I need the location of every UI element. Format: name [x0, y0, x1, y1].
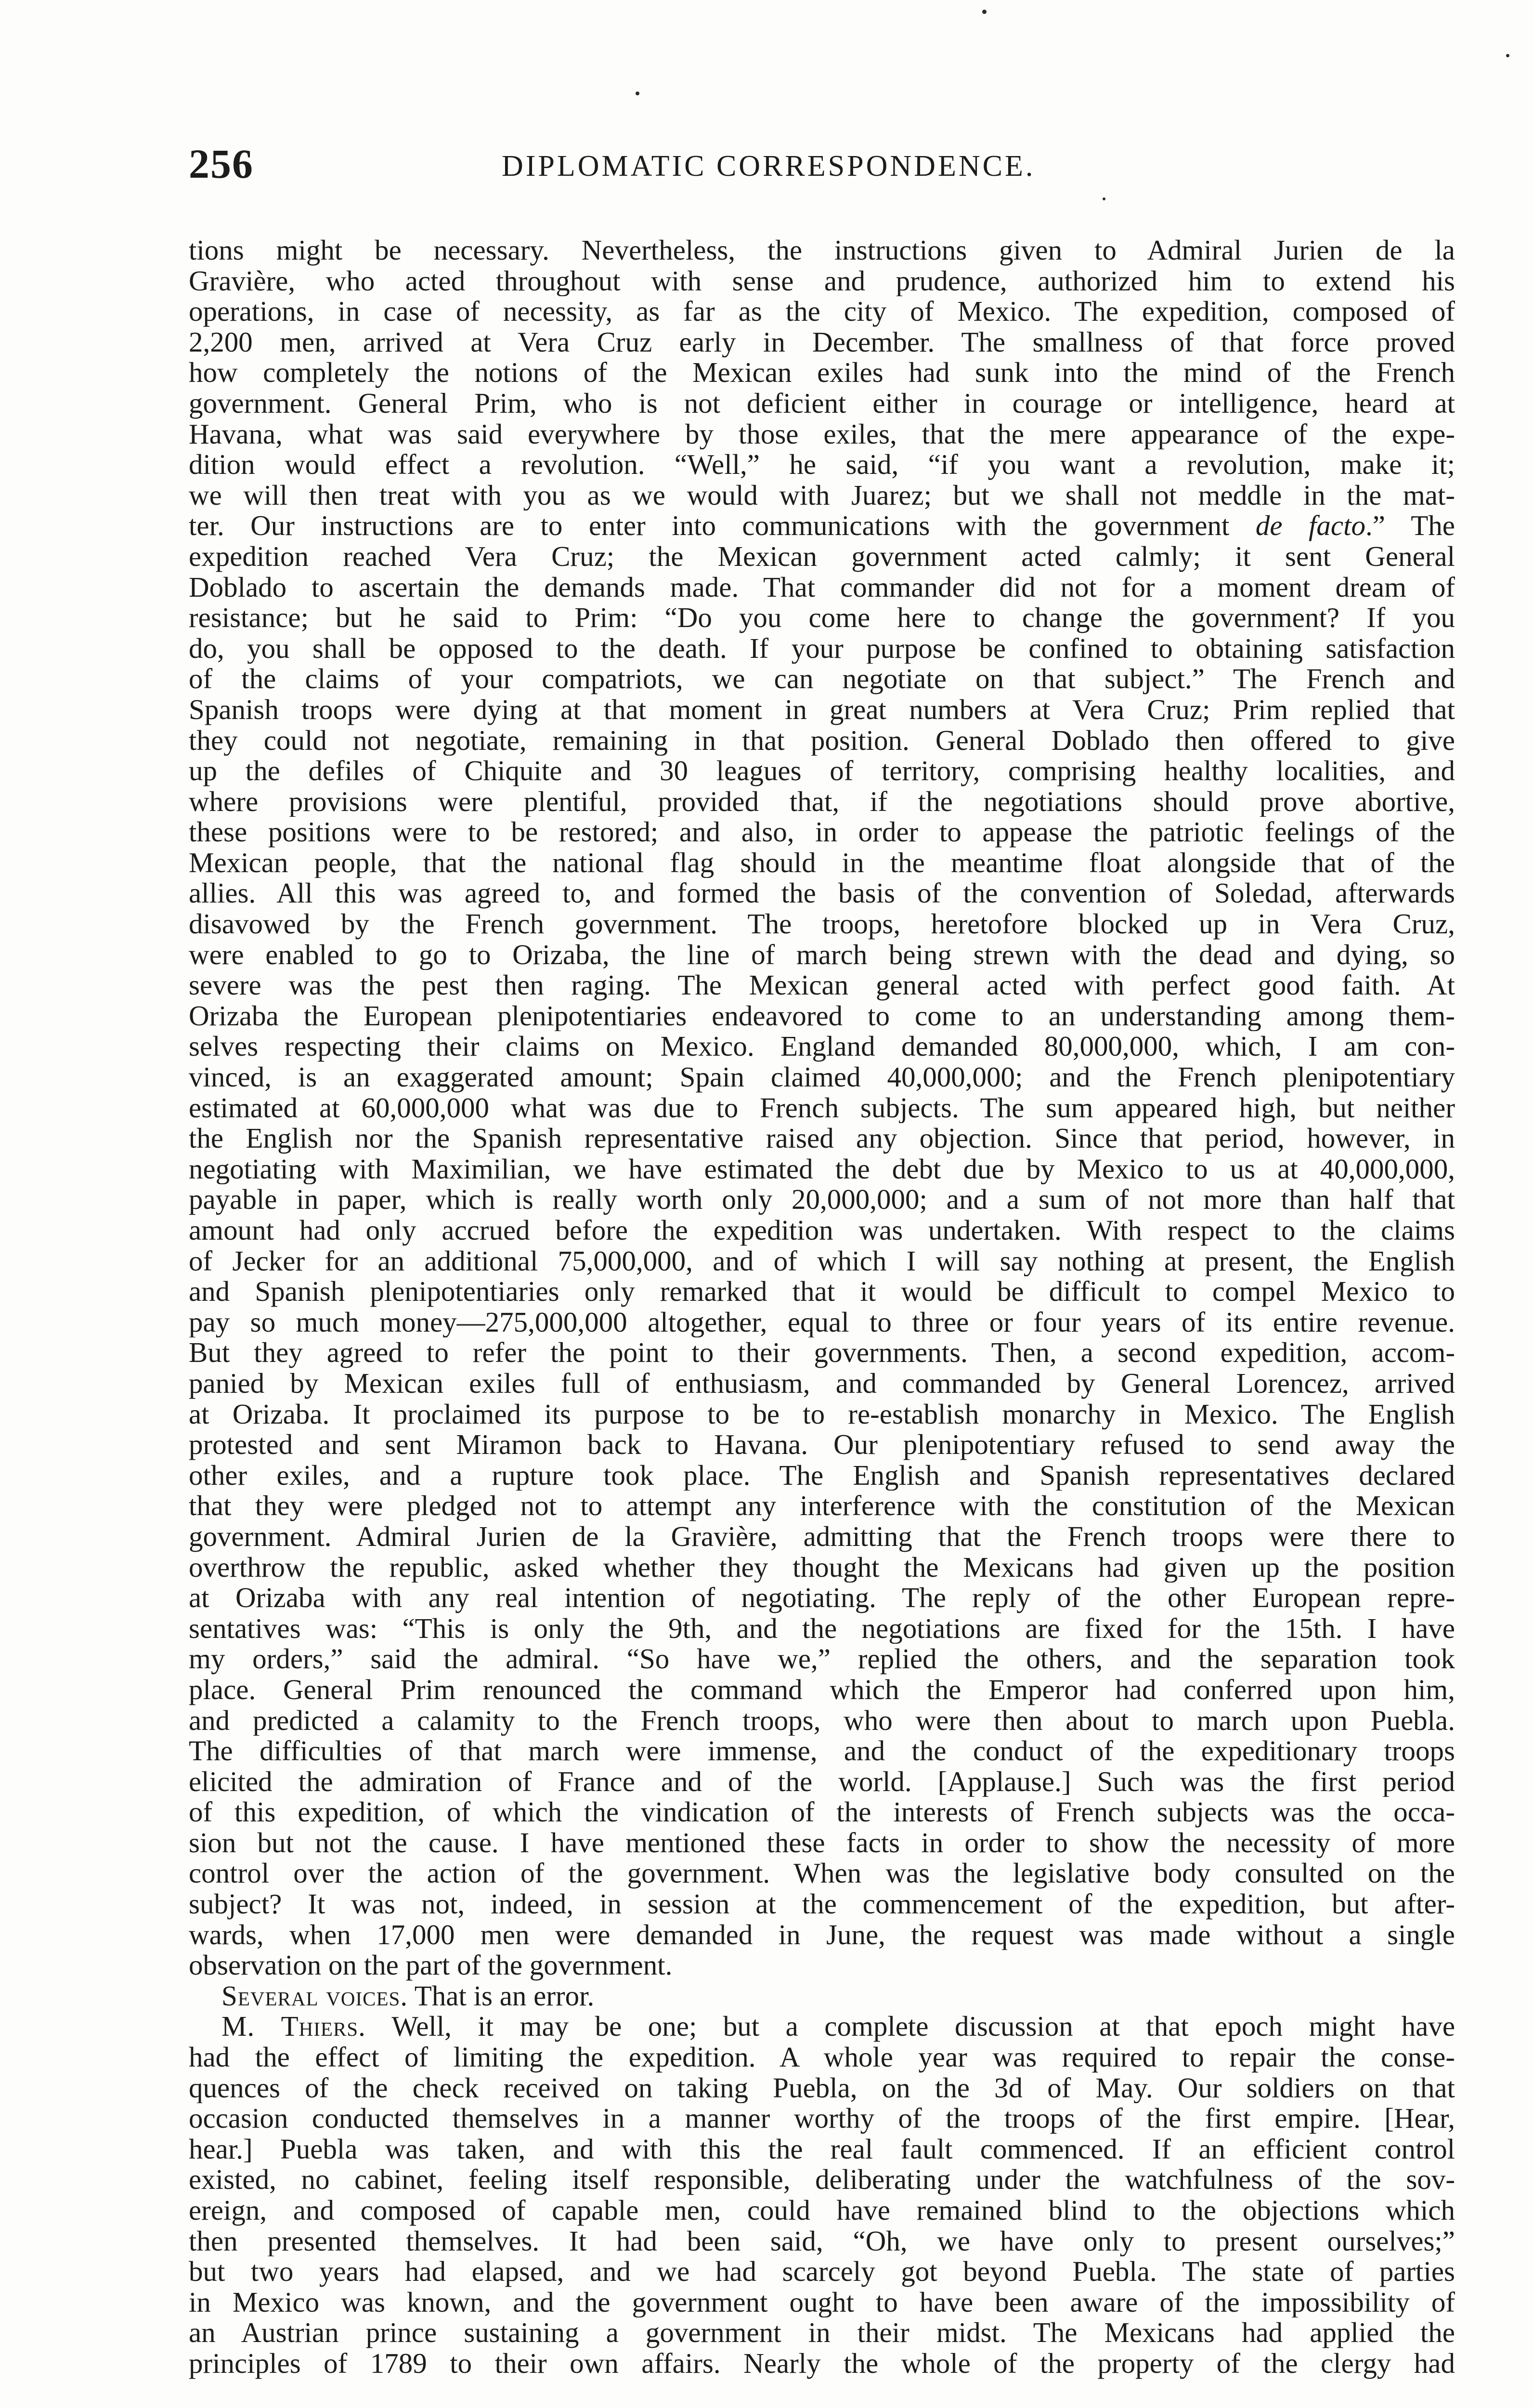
text-line: resistance; but he said to Prim: “Do you come here to change the government? If you: [189, 602, 1455, 633]
reply-text: Well, it may be one; but a complete discussion at that epoch might have: [365, 2011, 1455, 2042]
text-line: panied by Mexican exiles full of enthusiasm, and commanded by General Lorencez, arrived: [189, 1368, 1455, 1399]
body-text: [189, 235, 1455, 2379]
text-line: in Mexico was known, and the government ought to have been aware of the impossibility of: [189, 2287, 1455, 2318]
page-number: 256: [189, 141, 254, 187]
text-line: expedition reached Vera Cruz; the Mexican government acted calmly; it sent General: [189, 541, 1455, 572]
text-line: amount had only accrued before the expedition was undertaken. With respect to the claims: [189, 1215, 1455, 1246]
text-line: how completely the notions of the Mexican exiles had sunk into the mind of the French: [189, 357, 1455, 388]
text-line: sion but not the cause. I have mentioned these facts in order to show the necessity of more: [189, 1827, 1455, 1858]
interjection-text: That is an error.: [408, 1980, 595, 2012]
text-line: of this expedition, of which the vindication of the interests of French subjects was the occa-: [189, 1797, 1455, 1828]
text-line: subject? It was not, indeed, in session at the commencement of the expedition, but after-: [189, 1889, 1455, 1920]
text-line: existed, no cabinet, feeling itself responsible, deliberating under the watchfulness of the sov-: [189, 2164, 1455, 2195]
speaker-label: M. Thiers.: [221, 2011, 366, 2042]
ink-speck: [1506, 54, 1509, 57]
text-line: at Orizaba with any real intention of negotiating. The reply of the other European repre-: [189, 1583, 1455, 1613]
text-line: sentatives was: “This is only the 9th, and the negotiations are fixed for the 15th. I have: [189, 1613, 1455, 1644]
text-line: they could not negotiate, remaining in that position. General Doblado then offered to give: [189, 725, 1455, 756]
text-line: other exiles, and a rupture took place. The English and Spanish representatives declared: [189, 1460, 1455, 1491]
text-line: ereign, and composed of capable men, could have remained blind to the objections which: [189, 2195, 1455, 2226]
text-line: Doblado to ascertain the demands made. That commander did not for a moment dream of: [189, 572, 1455, 603]
text-line: government. General Prim, who is not deficient either in courage or intelligence, heard at: [189, 388, 1455, 419]
text-line: up the defiles of Chiquite and 30 leagues of territory, comprising healthy localities, and: [189, 756, 1455, 786]
text-line: but two years had elapsed, and we had scarcely got beyond Puebla. The state of parties: [189, 2256, 1455, 2287]
text-line: Orizaba the European plenipotentiaries endeavored to come to an understanding among them-: [189, 1000, 1455, 1032]
text-line: do, you shall be opposed to the death. If your purpose be confined to obtaining satisfaction: [189, 633, 1455, 664]
text-line: Gravière, who acted throughout with sense and prudence, authorized him to extend his: [189, 265, 1455, 297]
text-line: occasion conducted themselves in a manner worthy of the troops of the first empire. [Hear,: [189, 2103, 1455, 2134]
page-header: [189, 140, 1450, 193]
main-paragraph: [189, 235, 1455, 1981]
ink-speck: [982, 10, 987, 14]
text-line: The difficulties of that march were immense, and the conduct of the expeditionary troops: [189, 1736, 1455, 1767]
text-line: protested and sent Miramon back to Havana. Our plenipotentiary refused to send away the: [189, 1429, 1455, 1460]
text-line: hear.] Puebla was taken, and with this the real fault commenced. If an efficient control: [189, 2133, 1455, 2165]
text-line: control over the action of the government. When was the legislative body consulted on the: [189, 1858, 1455, 1889]
text-line: Spanish troops were dying at that moment in great numbers at Vera Cruz; Prim replied that: [189, 694, 1455, 725]
text-line: an Austrian prince sustaining a government in their midst. The Mexicans had applied the: [189, 2317, 1455, 2348]
text-line: were enabled to go to Orizaba, the line of march being strewn with the dead and dying, so: [189, 939, 1455, 970]
text-line: the English nor the Spanish representative raised any objection. Since that period, however, in: [189, 1123, 1455, 1154]
text-line: principles of 1789 to their own affairs. Nearly the whole of the property of the clergy had: [189, 2348, 1455, 2379]
text-line: vinced, is an exaggerated amount; Spain claimed 40,000,000; and the French plenipotentiary: [189, 1062, 1455, 1093]
speaker-label: Several voices.: [221, 1980, 408, 2012]
text-line: But they agreed to refer the point to their governments. Then, a second expedition, accom-: [189, 1337, 1455, 1368]
text-line: estimated at 60,000,000 what was due to French subjects. The sum appeared high, but neither: [189, 1092, 1455, 1124]
text-line: observation on the part of the government.: [189, 1950, 673, 1981]
text-line: and predicted a calamity to the French troops, who were then about to march upon Puebla.: [189, 1705, 1455, 1736]
ink-speck: [636, 92, 639, 95]
text-line: selves respecting their claims on Mexico. England demanded 80,000,000, which, I am con-: [189, 1031, 1455, 1062]
text-line: pay so much money—275,000,000 altogether, equal to three or four years of its entire revenue.: [189, 1307, 1455, 1338]
reply-paragraph: [189, 2042, 1455, 2379]
text-line: elicited the admiration of France and of the world. [Applause.] Such was the first period: [189, 1766, 1455, 1797]
text-line: disavowed by the French government. The troops, heretofore blocked up in Vera Cruz,: [189, 909, 1455, 940]
text-line: payable in paper, which is really worth only 20,000,000; and a sum of not more than half that: [189, 1184, 1455, 1215]
running-head: DIPLOMATIC CORRESPONDENCE.: [502, 150, 1036, 183]
text-line: and Spanish plenipotentiaries only remarked that it would be difficult to compel Mexico to: [189, 1276, 1455, 1307]
text-line: wards, when 17,000 men were demanded in June, the request was made without a single: [189, 1919, 1455, 1950]
text-line: tions might be necessary. Nevertheless, the instructions given to Admiral Jurien de la: [189, 235, 1455, 266]
text-line: overthrow the republic, asked whether they thought the Mexicans had given up the position: [189, 1552, 1455, 1583]
text-line: we will then treat with you as we would with Juarez; but we shall not meddle in the mat-: [189, 480, 1455, 511]
text-line: place. General Prim renounced the command which the Emperor had conferred upon him,: [189, 1674, 1455, 1705]
italic-term: de facto: [1255, 510, 1365, 541]
text-line: 2,200 men, arrived at Vera Cruz early in December. The smallness of that force proved: [189, 327, 1455, 358]
text-line: of Jecker for an additional 75,000,000, and of which I will say nothing at present, the English: [189, 1245, 1455, 1277]
text-line: these positions were to be restored; and also, in order to appease the patriotic feelings of the: [189, 817, 1455, 848]
text-line: Havana, what was said everywhere by those exiles, that the mere appearance of the expe-: [189, 419, 1455, 450]
text-line: at Orizaba. It proclaimed its purpose to be to re-establish monarchy in Mexico. The English: [189, 1399, 1455, 1430]
text-line: dition would effect a revolution. “Well,” he said, “if you want a revolution, make it;: [189, 449, 1455, 480]
text-line: government. Admiral Jurien de la Gravière, admitting that the French troops were there to: [189, 1521, 1455, 1552]
text-line: then presented themselves. It had been said, “Oh, we have only to present ourselves;”: [189, 2225, 1455, 2257]
text-line: that they were pledged not to attempt any interference with the constitution of the Mexican: [189, 1491, 1455, 1521]
text-line: of the claims of your compatriots, we can negotiate on that subject.” The French and: [189, 664, 1455, 694]
text-line: allies. All this was agreed to, and formed the basis of the convention of Soledad, afterwards: [189, 878, 1455, 909]
ink-speck: [1103, 197, 1105, 200]
text-line: operations, in case of necessity, as far as the city of Mexico. The expedition, composed of: [189, 296, 1455, 327]
text-line: had the effect of limiting the expedition. A whole year was required to repair the conse-: [189, 2042, 1455, 2073]
text-line: Mexican people, that the national flag should in the meantime float alongside that of the: [189, 847, 1455, 878]
text-line: where provisions were plentiful, provided that, if the negotiations should prove abortive,: [189, 786, 1455, 817]
text-line: quences of the check received on taking Puebla, on the 3d of May. Our soldiers on that: [189, 2072, 1455, 2104]
text-line: ter. Our instructions are to enter into communications with the government de facto.” The: [189, 510, 1455, 541]
text-line: severe was the pest then raging. The Mexican general acted with perfect good faith. At: [189, 970, 1455, 1001]
text-line: negotiating with Maximilian, we have estimated the debt due by Mexico to us at 40,000,000,: [189, 1153, 1455, 1185]
text-line: my orders,” said the admiral. “So have we,” replied the others, and the separation took: [189, 1644, 1455, 1675]
reply-first-line: [189, 2011, 1455, 2042]
interjection-line: [189, 1981, 1455, 2012]
